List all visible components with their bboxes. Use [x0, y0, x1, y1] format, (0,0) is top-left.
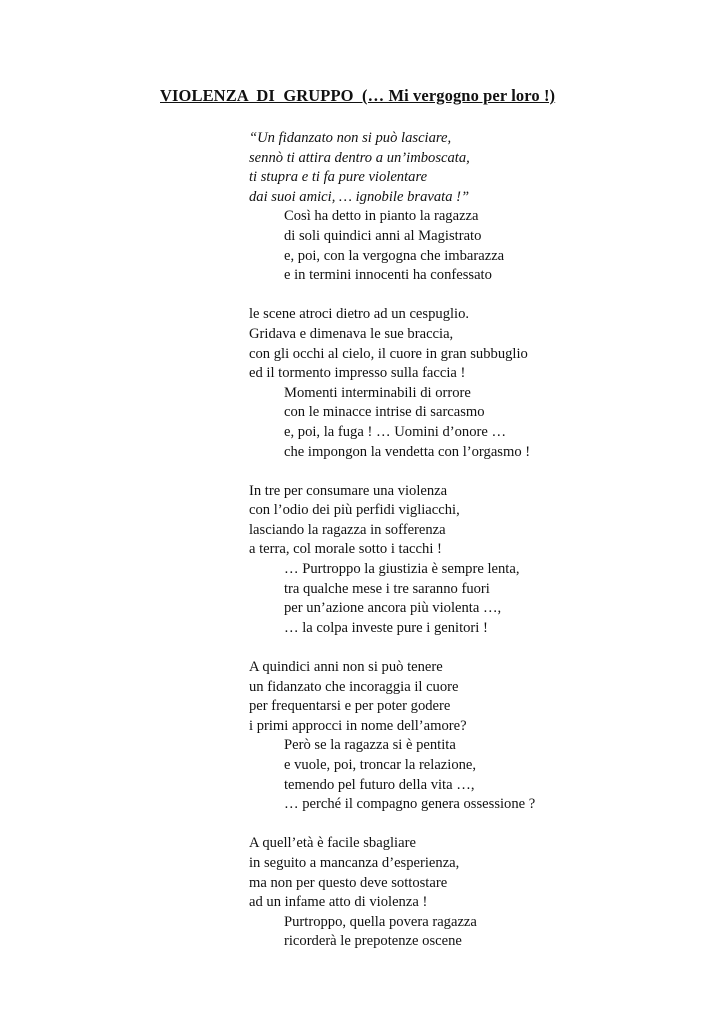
poem-line: Gridava e dimenava le sue braccia, [249, 325, 454, 342]
poem-line: … la colpa investe pure i genitori ! [284, 619, 488, 636]
poem-line: ed il tormento impresso sulla faccia ! [249, 365, 466, 382]
poem-line: tra qualche mese i tre saranno fuori [284, 580, 490, 597]
stanza [249, 834, 709, 952]
poem-body [249, 129, 709, 972]
poem-line: dai suoi amici, … ignobile bravata !” [249, 188, 470, 205]
poem-line: che impongon la vendetta con l’orgasmo ! [284, 443, 531, 460]
poem-line: “Un fidanzato non si può lasciare, [249, 130, 452, 146]
poem-line: A quindici anni non si può tenere [249, 659, 443, 676]
poem-line: di soli quindici anni al Magistrato [284, 227, 482, 244]
poem-line: Momenti interminabili di orrore [284, 384, 471, 401]
poem-line: ma non per questo deve sottostare [249, 874, 448, 891]
poem-line: ad un infame atto di violenza ! [249, 894, 428, 911]
poem-line: a terra, col morale sotto i tacchi ! [249, 541, 442, 558]
poem-line: per un’azione ancora più violenta …, [284, 600, 502, 617]
poem-title: VIOLENZA DI GRUPPO (… Mi vergogno per loro !) [160, 86, 556, 105]
poem-line: e, poi, la fuga ! … Uomini d’onore … [284, 423, 507, 440]
stanza [249, 305, 709, 462]
poem-line: Purtroppo, quella povera ragazza [284, 913, 477, 930]
poem-line: con gli occhi al cielo, il cuore in gran subbuglio [249, 345, 528, 362]
stanza [249, 482, 709, 639]
poem-line: … perché il compagno genera ossessione ? [284, 796, 536, 813]
poem-line: un fidanzato che incoraggia il cuore [249, 678, 459, 695]
poem-line: le scene atroci dietro ad un cespuglio. [249, 306, 470, 323]
poem-line: In tre per consumare una violenza [249, 482, 448, 499]
poem-line: lasciando la ragazza in sofferenza [249, 521, 446, 538]
poem-line: temendo pel futuro della vita …, [284, 776, 475, 793]
poem-line: e in termini innocenti ha confessato [284, 267, 492, 284]
poem-line: ti stupra e ti fa pure violentare [249, 169, 428, 186]
poem-line: e, poi, con la vergogna che imbarazza [284, 247, 505, 264]
poem-line: e vuole, poi, troncar la relazione, [284, 757, 477, 773]
poem-line: ricorderà le prepotenze oscene [284, 933, 462, 950]
poem-line: … Purtroppo la giustizia è sempre lenta, [284, 561, 520, 578]
poem-line: A quell’età è facile sbagliare [249, 835, 416, 852]
poem-line: con l’odio dei più perfidi vigliacchi, [249, 502, 460, 519]
stanza [249, 129, 709, 286]
poem-line: sennò ti attira dentro a un’imboscata, [249, 149, 470, 166]
poem-line: Così ha detto in pianto la ragazza [284, 208, 479, 225]
poem-line: Però se la ragazza si è pentita [284, 737, 456, 754]
poem-line: in seguito a mancanza d’esperienza, [249, 854, 460, 871]
poem-line: per frequentarsi e per poter godere [249, 698, 451, 715]
poem-line: con le minacce intrise di sarcasmo [284, 404, 485, 421]
stanza [249, 658, 709, 815]
poem-line: i primi approcci in nome dell’amore? [249, 717, 467, 734]
